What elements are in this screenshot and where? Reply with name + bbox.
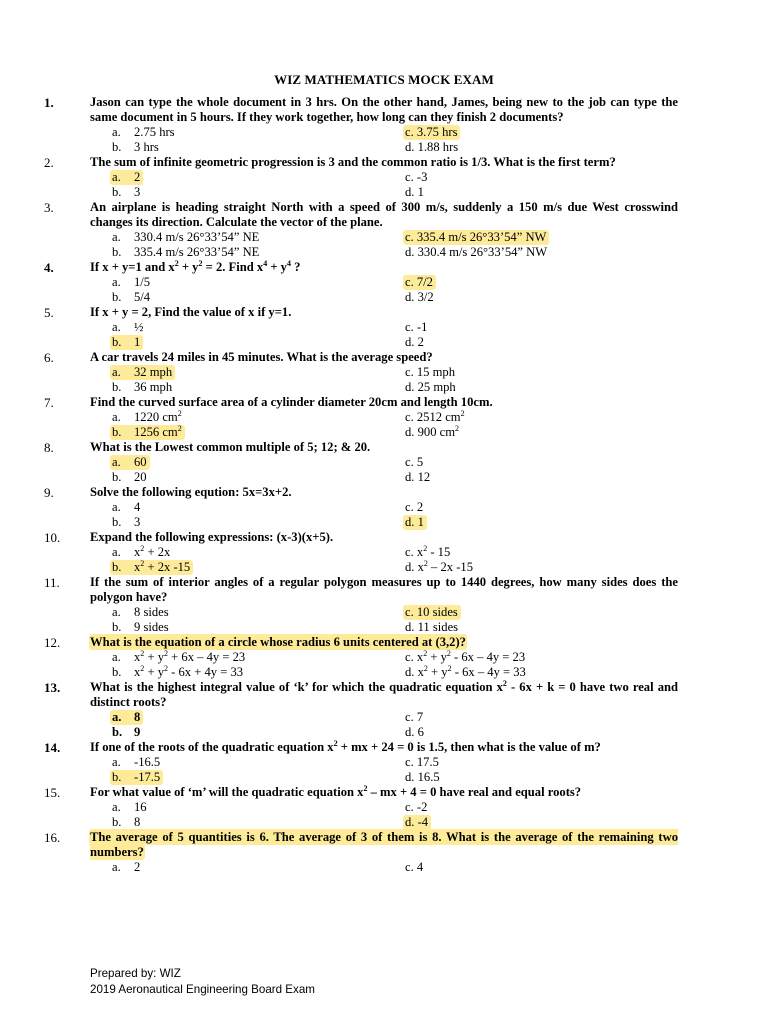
footer-exam-name: 2019 Aeronautical Engineering Board Exam [90,983,315,996]
answer-option-d: d. $x^2 - 2x$ -15 [405,559,474,574]
option-row [0,800,768,815]
question-number: 9. [44,485,54,500]
answer-option-d: d. 2 [405,335,424,349]
question-list [0,95,768,875]
question-number: 2. [44,155,54,170]
option-row [0,245,768,260]
answer-option-d: d. 900 $cm^2$ [405,424,460,439]
answer-option-a: a. ½ [112,320,144,334]
answer-option-c: c. 335.4 m/s 26°33’54” NW [403,230,549,245]
answer-option-c: c. $x^2 + y^2 - 6x - 4y = 23$ [405,649,526,664]
question-number: 11. [44,575,60,590]
question-item [0,155,768,200]
option-row [0,515,768,530]
option-row [0,470,768,485]
answer-option-b: b. $x^2 + y^2 - 6x + 4y = 33$ [112,664,244,679]
question-item [0,740,768,785]
answer-option-b: b. $x^2 + 2x$ -15 [110,560,193,575]
answer-option-b: b. 3 [112,515,141,529]
question-item [0,830,768,875]
option-row [0,140,768,155]
option-row [0,755,768,770]
option-row [0,650,768,665]
answer-option-a: a. 1/5 [112,275,151,289]
question-text: Expand the following expressions: (x-3)(x+5). [90,530,334,544]
question-item [0,785,768,830]
question-text: A car travels 24 miles in 45 minutes. What is the average speed? [90,350,433,364]
answer-option-b: b. 8 [112,815,141,829]
answer-option-b: b. 3 hrs [112,140,159,154]
answer-option-d: d. 330.4 m/s 26°33’54” NW [405,245,548,259]
question-item [0,350,768,395]
option-row [0,275,768,290]
answer-option-a: a. -16.5 [112,755,161,769]
answer-option-c: c. 7 [405,710,424,724]
question-number: 5. [44,305,54,320]
option-row [0,185,768,200]
answer-option-a: a. 32 mph [110,365,175,380]
answer-option-a: a. 8 sides [112,605,169,619]
answer-option-c: c. 3.75 hrs [403,125,460,140]
option-row [0,500,768,515]
option-row [0,710,768,725]
question-text: If the sum of interior angles of a regular polygon measures up to 1440 degrees, how many sides does the polygon have? [90,575,678,604]
option-row [0,770,768,785]
answer-option-b: b. 1256 $cm^2$ [110,425,185,440]
answer-option-d: d. 1 [405,185,424,199]
question-item [0,95,768,155]
answer-option-c: c. 5 [405,455,424,469]
question-number: 6. [44,350,54,365]
footer-prepared-by: Prepared by: WIZ [90,967,181,980]
option-row [0,560,768,575]
answer-option-b: b. 9 [112,725,141,739]
option-row [0,320,768,335]
question-text: An airplane is heading straight North with a speed of 300 m/s, suddenly a 150 m/s due West crosswind changes its direction. Calculate the vector of the plane. [90,200,678,229]
answer-option-b: b. 335.4 m/s 26°33’54” NE [112,245,260,259]
answer-option-b: b. 20 [112,470,147,484]
answer-option-a: a. 8 [110,710,143,725]
answer-option-d: d. 25 mph [405,380,456,394]
question-item [0,575,768,635]
question-item [0,440,768,485]
answer-option-a: a. 2.75 hrs [112,125,175,139]
question-number: 1. [44,95,54,110]
option-row [0,365,768,380]
footer [90,966,315,998]
question-item [0,635,768,680]
question-number: 4. [44,260,54,275]
option-row [0,425,768,440]
option-row [0,605,768,620]
question-number: 10. [44,530,61,545]
question-item [0,260,768,305]
question-text: What is the equation of a circle whose radius 6 units centered at (3,2)? [90,635,466,649]
answer-option-a: a. 16 [112,800,147,814]
answer-option-a: a. 2 [110,170,143,185]
answer-option-b: b. 36 mph [112,380,173,394]
answer-option-a: a. 330.4 m/s 26°33’54” NE [112,230,260,244]
option-row [0,410,768,425]
answer-option-c: c. 2 [405,500,424,514]
page-title: WIZ MATHEMATICS MOCK EXAM [274,72,494,87]
option-row [0,815,768,830]
answer-option-b: b. 1 [110,335,143,350]
answer-option-d: d. 12 [405,470,431,484]
answer-option-d: d. -4 [403,815,431,830]
option-row [0,335,768,350]
question-item [0,395,768,440]
question-item [0,530,768,575]
option-row [0,170,768,185]
question-text: Find the curved surface area of a cylinder diameter 20cm and length 10cm. [90,395,493,409]
question-item [0,485,768,530]
option-row [0,545,768,560]
answer-option-c: c. -1 [405,320,428,334]
question-item [0,680,768,740]
answer-option-d: d. 1.88 hrs [405,140,459,154]
question-text: What is the Lowest common multiple of 5; 12; & 20. [90,440,371,454]
answer-option-b: b. 5/4 [112,290,151,304]
answer-option-d: d. 6 [405,725,424,739]
answer-option-c: c. -3 [405,170,428,184]
question-number: 8. [44,440,54,455]
question-text: The average of 5 quantities is 6. The average of 3 of them is 8. What is the average of the remaining two numbers? [90,830,678,859]
option-row [0,290,768,305]
answer-option-b: b. -17.5 [110,770,163,785]
question-number: 14. [44,740,61,755]
answer-option-d: d. $x^2 + y^2 - 6x - 4y = 33$ [405,664,526,679]
answer-option-c: c. 15 mph [405,365,456,379]
question-text: Jason can type the whole document in 3 hrs. On the other hand, James, being new to the job can type the same document in 5 hours. If they work together, how long can they finish 2 documents? [90,95,678,124]
answer-option-a: a. 4 [112,500,141,514]
answer-option-a: a. $x^2 + y^2 + 6x - 4y = 23$ [112,649,246,664]
question-item [0,200,768,260]
question-item [0,305,768,350]
answer-option-c: c. -2 [405,800,428,814]
question-number: 7. [44,395,54,410]
answer-option-c: c. 10 sides [403,605,461,620]
question-number: 12. [44,635,61,650]
question-text: The sum of infinite geometric progression is 3 and the common ratio is 1/3. What is the first term? [90,155,616,169]
answer-option-b: b. 9 sides [112,620,169,634]
question-text: What is the highest integral value of ‘k’ for which the quadratic equation $x^2 - 6x + k = 0$ have two real and distinct roots? [90,679,678,709]
question-text: For what value of ‘m’ will the quadratic equation $x^2$ – mx + 4 = 0 have real and equal roots? [90,784,582,799]
answer-option-d: d. 16.5 [405,770,440,784]
question-number: 3. [44,200,54,215]
answer-option-d: d. 3/2 [405,290,434,304]
question-text: If x + y=1 and $x^2 + y^2 = 2$. Find $x^4 + y^4$ ? [90,259,301,274]
option-row [0,455,768,470]
option-row [0,230,768,245]
answer-option-a: a. 2 [112,860,141,874]
answer-option-c: c. 2512 $cm^2$ [405,409,465,424]
option-row [0,665,768,680]
option-row [0,620,768,635]
answer-option-d: d. 1 [403,515,427,530]
answer-option-b: b. 3 [112,185,141,199]
question-text: If one of the roots of the quadratic equation $x^2$ + mx + 24 = 0 is 1.5, then what is the value of m? [90,739,601,754]
answer-option-c: c. $x^2 - 15$ [405,544,451,559]
question-text: If x + y = 2, Find the value of x if y=1. [90,305,292,319]
answer-option-c: c. 17.5 [405,755,439,769]
option-row [0,860,768,875]
question-number: 15. [44,785,61,800]
answer-option-c: c. 4 [405,860,424,874]
answer-option-a: a. 60 [110,455,150,470]
answer-option-c: c. 7/2 [403,275,436,290]
question-text: Solve the following eqution: 5x=3x+2. [90,485,292,499]
answer-option-a: a. 1220 $cm^2$ [112,409,182,424]
answer-option-d: d. 11 sides [405,620,459,634]
option-row [0,380,768,395]
answer-option-a: a. $x^2 + 2x$ [112,544,171,559]
option-row [0,125,768,140]
question-number: 13. [44,680,61,695]
question-number: 16. [44,830,61,845]
option-row [0,725,768,740]
